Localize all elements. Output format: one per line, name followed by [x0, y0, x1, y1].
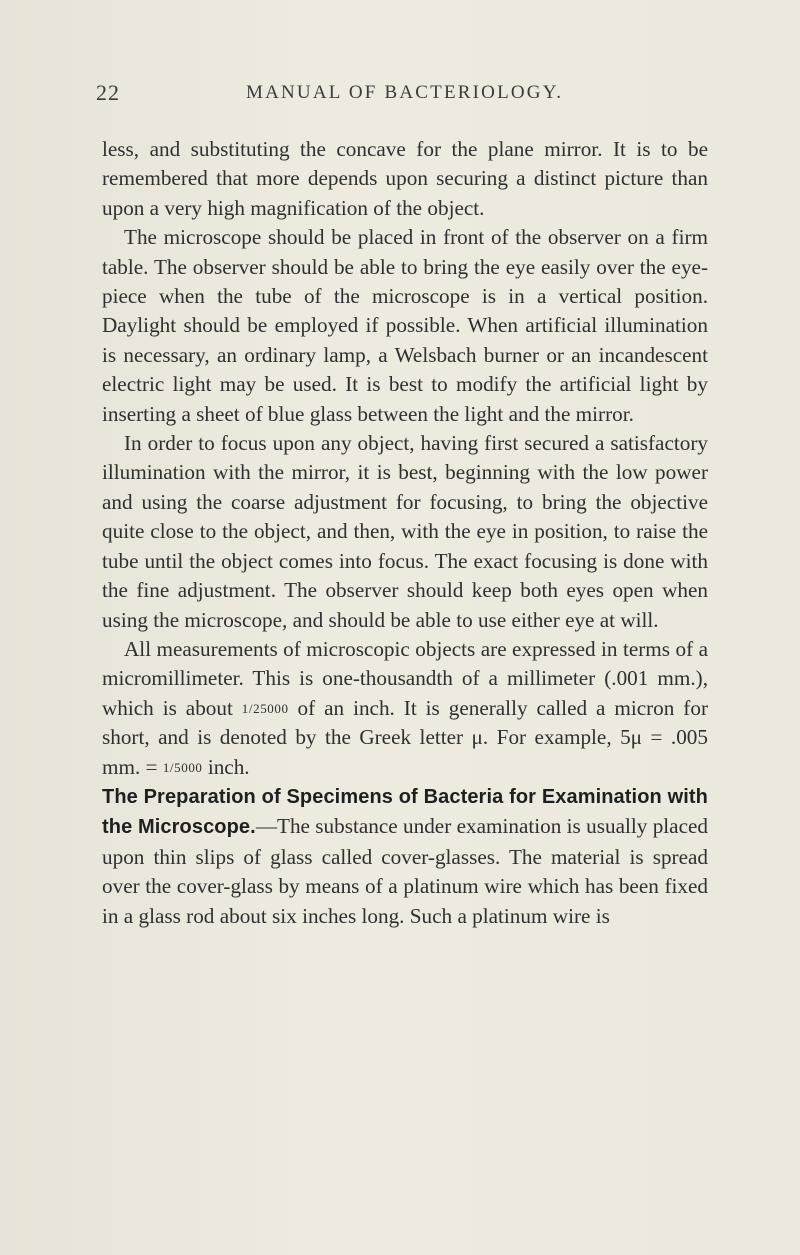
measurements-text-2: of an inch. It is generally called a micron for short, and is denoted by the Greek letter μ. For example, 5μ = .005 mm. =: [102, 695, 708, 779]
page-number: 22: [96, 80, 120, 105]
paragraph-microscope-placement: The microscope should be placed in front of the observer on a firm table. The observer should be able to bring the eye easily over the eye-piece when the tube of the microscope is in a vertical position. Daylight should be employed if possible. When artificial illumination is necessary, an ordinary lamp, a Welsbach burner or an incandescent electric light may be used. It is best to modify the artificial light by inserting a sheet of blue glass between the light and the mirror.: [102, 225, 708, 426]
paragraph-preparation: [102, 782, 708, 931]
fraction-inch-1: 1/25000: [241, 700, 289, 716]
measurements-text-1: All measurements of microscopic objects are expressed in terms of a micromillimeter. This is one-thousandth of a millimeter (.001 mm.), which is about: [102, 636, 708, 720]
paragraph-continuation: less, and substituting the concave for the plane mirror. It is to be remembered that more depends upon securing a distinct picture than upon a very high magnification of the object.: [102, 137, 708, 220]
body-text: [102, 135, 708, 931]
section-heading: The Preparation of Specimens of Bacteria for Examination with the Microscope.: [102, 785, 708, 839]
preparation-text: —The substance under examination is usually placed upon thin slips of glass called cover-glasses. The material is spread over the cover-glass by means of a platinum wire which has been fixed in a glass rod about six inches long. Such a platinum wire is: [102, 814, 708, 928]
fraction-inch-2: 1/5000: [162, 759, 203, 775]
measurements-text-3: inch.: [207, 754, 250, 779]
paragraph-measurements: [102, 635, 708, 782]
paragraph-focusing: In order to focus upon any object, having first secured a satisfactory illumination with the mirror, it is best, beginning with the low power and using the coarse adjustment for focusing, to bring the objective quite close to the object, and then, with the eye in position, to raise the tube until the object comes into focus. The exact focusing is done with the fine adjustment. The observer should keep both eyes open when using the microscope, and should be able to use either eye at will.: [102, 431, 708, 632]
running-header: [96, 80, 702, 108]
running-title: MANUAL OF BACTERIOLOGY.: [246, 82, 564, 103]
